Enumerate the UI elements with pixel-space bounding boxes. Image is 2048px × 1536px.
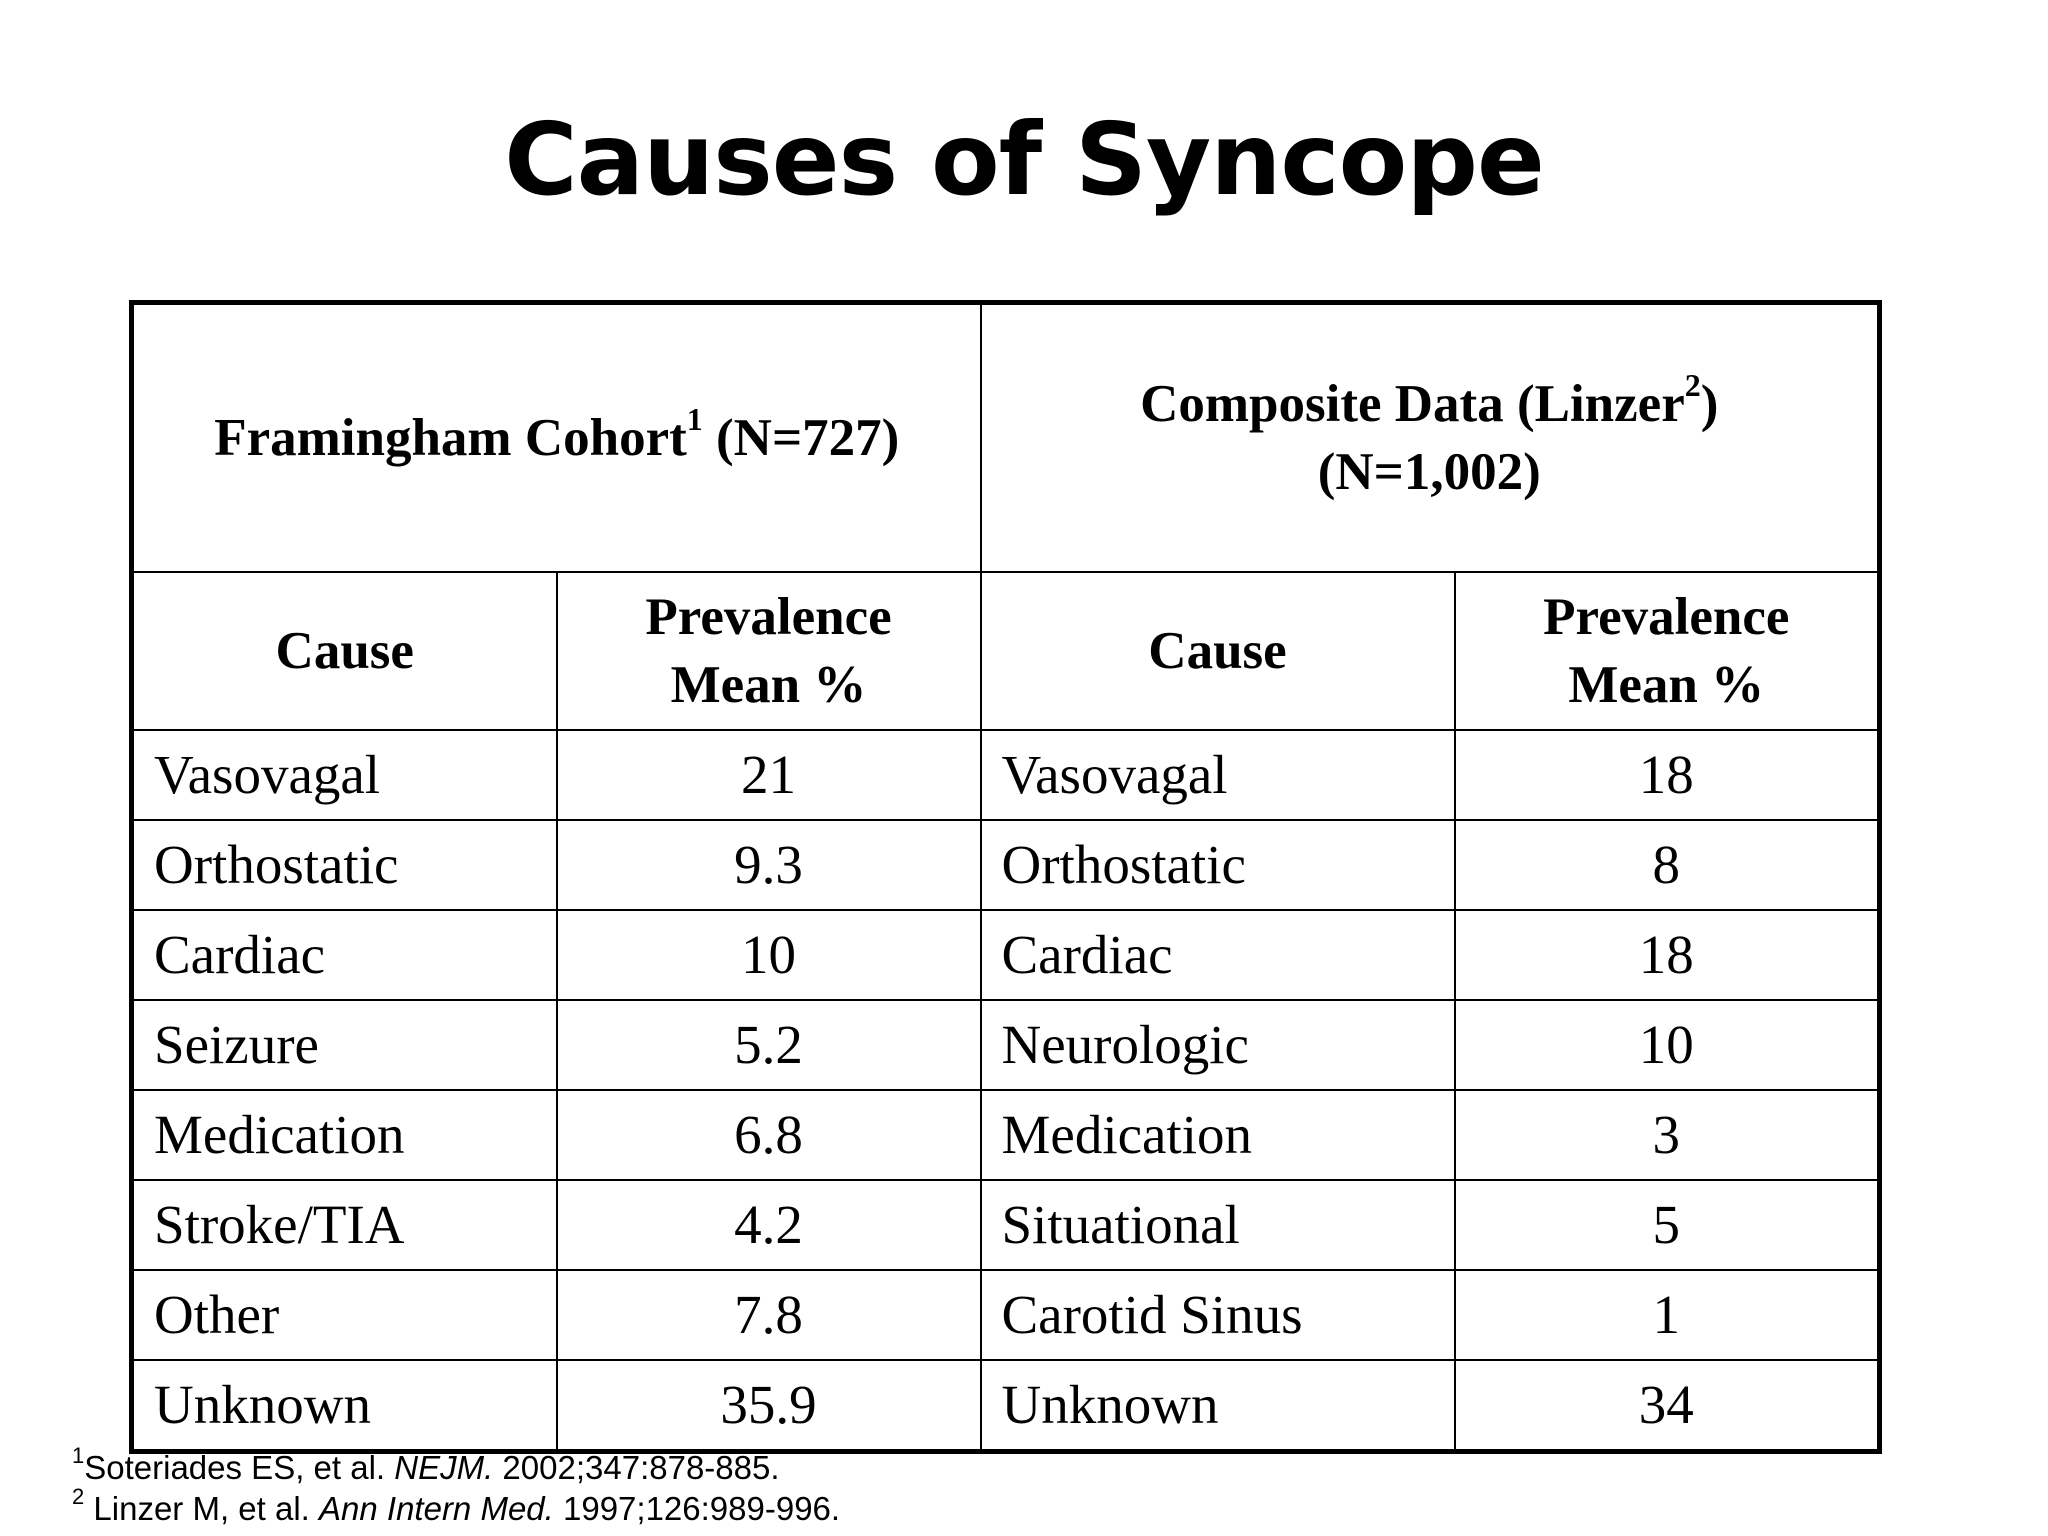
framingham-cause-cell: Other	[132, 1270, 557, 1360]
column-header-label: Mean %	[670, 656, 867, 714]
framingham-value-cell: 5.2	[557, 1000, 981, 1090]
linzer-cause-cell: Situational	[981, 1180, 1455, 1270]
slide-title: Causes of Syncope	[504, 101, 1544, 218]
linzer-cause-cell: Unknown	[981, 1360, 1455, 1452]
linzer-group-label: Composite Data (Linzer	[1140, 375, 1685, 433]
linzer-cause-cell: Medication	[981, 1090, 1455, 1180]
reference-citation: 2002;347:878-885.	[493, 1449, 780, 1486]
framingham-value-cell: 6.8	[557, 1090, 981, 1180]
column-header-label: Prevalence	[1543, 588, 1790, 646]
linzer-value-cell: 5	[1455, 1180, 1880, 1270]
table-row	[132, 1000, 1880, 1090]
linzer-value-cell: 8	[1455, 820, 1880, 910]
reference-marker: 1	[72, 1443, 85, 1468]
reference-journal: Ann Intern Med.	[319, 1490, 554, 1527]
reference-2	[72, 1484, 841, 1529]
reference-marker: 2	[72, 1484, 85, 1509]
column-header-label: Cause	[1148, 622, 1287, 680]
linzer-group-close: )	[1700, 375, 1719, 433]
framingham-value-cell: 7.8	[557, 1270, 981, 1360]
framingham-value-cell: 21	[557, 730, 981, 820]
column-header-row	[132, 572, 1880, 730]
framingham-cause-cell: Seizure	[132, 1000, 557, 1090]
linzer-cause-cell: Vasovagal	[981, 730, 1455, 820]
framingham-cause-cell: Cardiac	[132, 910, 557, 1000]
framingham-group-n: (N=727)	[702, 409, 900, 467]
linzer-cause-cell: Carotid Sinus	[981, 1270, 1455, 1360]
framingham-cause-cell: Stroke/TIA	[132, 1180, 557, 1270]
table-row	[132, 1180, 1880, 1270]
linzer-value-cell: 34	[1455, 1360, 1880, 1452]
syncope-causes-table	[129, 300, 1882, 1454]
linzer-ref-marker: 2	[1684, 367, 1701, 404]
linzer-value-cell: 10	[1455, 1000, 1880, 1090]
framingham-value-cell: 10	[557, 910, 981, 1000]
reference-1	[72, 1443, 840, 1488]
group-header-row	[132, 303, 1880, 573]
linzer-cause-header	[981, 572, 1455, 730]
framingham-cause-cell: Vasovagal	[132, 730, 557, 820]
linzer-value-cell: 18	[1455, 730, 1880, 820]
framingham-prevalence-header	[557, 572, 981, 730]
column-header-label: Cause	[275, 622, 414, 680]
reference-authors: Linzer M, et al.	[84, 1490, 320, 1527]
table-row	[132, 1270, 1880, 1360]
linzer-cause-cell: Neurologic	[981, 1000, 1455, 1090]
framingham-group-label: Framingham Cohort	[214, 409, 687, 467]
framingham-value-cell: 35.9	[557, 1360, 981, 1452]
reference-journal: NEJM.	[394, 1449, 494, 1486]
framingham-cause-cell: Unknown	[132, 1360, 557, 1452]
references	[72, 1443, 841, 1529]
column-header-label: Mean %	[1568, 656, 1765, 714]
table-row	[132, 1090, 1880, 1180]
framingham-cause-cell: Orthostatic	[132, 820, 557, 910]
table-row	[132, 1360, 1880, 1452]
linzer-value-cell: 1	[1455, 1270, 1880, 1360]
linzer-group-header	[981, 303, 1880, 573]
linzer-group-n: (N=1,002)	[1317, 443, 1541, 501]
table-row	[132, 910, 1880, 1000]
linzer-value-cell: 18	[1455, 910, 1880, 1000]
framingham-value-cell: 4.2	[557, 1180, 981, 1270]
framingham-value-cell: 9.3	[557, 820, 981, 910]
framingham-cause-cell: Medication	[132, 1090, 557, 1180]
linzer-value-cell: 3	[1455, 1090, 1880, 1180]
reference-citation: 1997;126:989-996.	[553, 1490, 841, 1527]
framingham-cause-header	[132, 572, 557, 730]
linzer-cause-cell: Orthostatic	[981, 820, 1455, 910]
linzer-cause-cell: Cardiac	[981, 910, 1455, 1000]
reference-authors: Soteriades ES, et al.	[84, 1449, 395, 1486]
framingham-ref-marker: 1	[686, 401, 703, 438]
framingham-group-header	[132, 303, 981, 573]
column-header-label: Prevalence	[645, 588, 892, 646]
table-row	[132, 820, 1880, 910]
linzer-prevalence-header	[1455, 572, 1880, 730]
table-row	[132, 730, 1880, 820]
